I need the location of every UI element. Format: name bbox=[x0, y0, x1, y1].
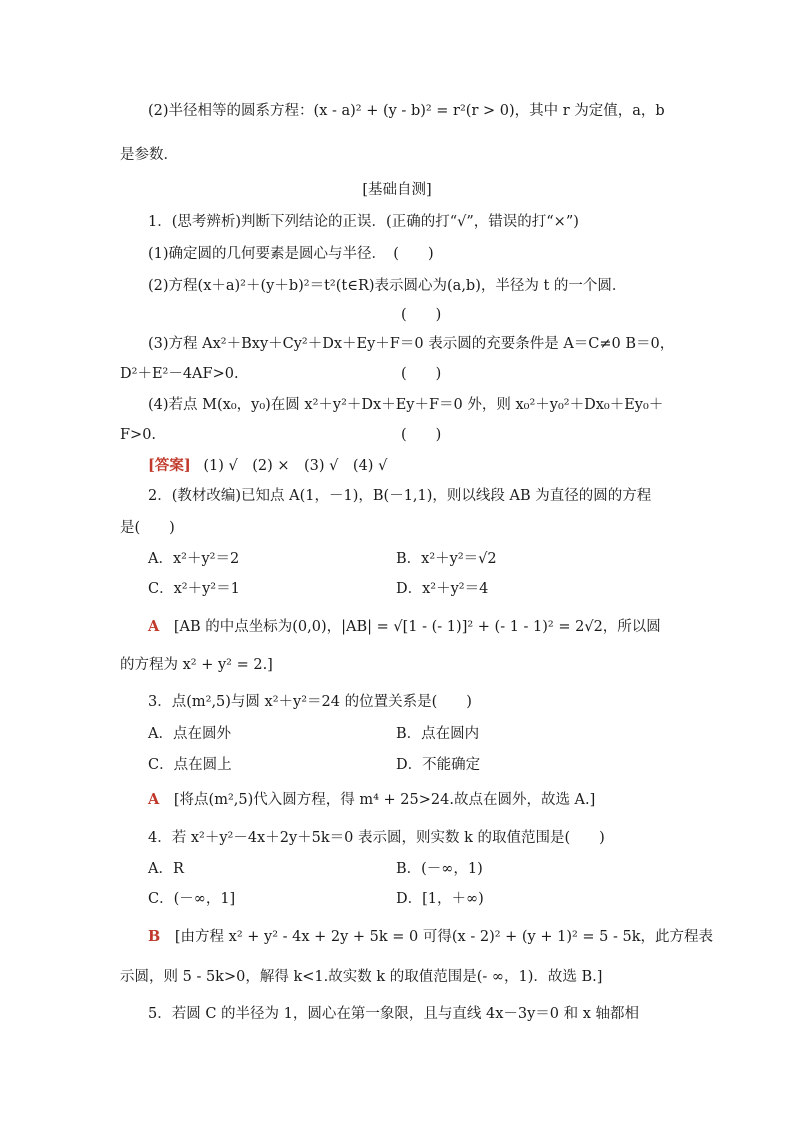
q4-solution-text: [由方程 x² + y² - 4x + 2y + 5k = 0 可得(x - 2)² + (y + 1)² = 5 - 5k，此方程表 bbox=[174, 929, 714, 945]
q3-stem: 3．点(m²,5)与圆 x²＋y²＝24 的位置关系是( ) bbox=[148, 694, 472, 710]
q3-option-b: B．点在圆内 bbox=[396, 726, 480, 742]
para-circle-family: (2)半径相等的圆系方程：(x - a)² + (y - b)² = r²(r > 0)，其中 r 为定值，a，b bbox=[148, 103, 665, 119]
q1-item-3: (3)方程 Ax²＋Bxy＋Cy²＋Dx＋Ey＋F＝0 表示圆的充要条件是 A＝C≠0 B＝0， bbox=[148, 336, 675, 352]
q4-option-d: D．[1，＋∞) bbox=[396, 891, 484, 907]
q3-solution-text: [将点(m²,5)代入圆方程，得 m⁴ + 25>24.故点在圆外，故选 A.] bbox=[173, 792, 596, 808]
q3-answer-letter: A bbox=[148, 791, 160, 808]
q1-answer-row bbox=[148, 456, 387, 476]
q4-options-row2 bbox=[148, 889, 794, 909]
q2-solution-text: [AB 的中点坐标为(0,0)，|AB| = √[1 - (- 1)]² + (- 1 - 1)² = 2√2，所以圆 bbox=[173, 619, 661, 635]
q4-options-row1 bbox=[148, 859, 794, 879]
q1-item-1: (1)确定圆的几何要素是圆心与半径． ( ) bbox=[148, 246, 434, 262]
q1-item-3-cont: D²＋E²－4AF>0. bbox=[120, 366, 239, 382]
q1-item-3-bracket: ( ) bbox=[401, 366, 442, 382]
q4-solution-cont: 示圆，则 5 - 5k>0，解得 k<1.故实数 k 的取值范围是(- ∞，1)．故选 B.] bbox=[120, 969, 603, 985]
q2-stem-cont: 是( ) bbox=[120, 520, 175, 536]
section-title: [基础自测] bbox=[362, 182, 432, 198]
q1-item-4: (4)若点 M(x₀，y₀)在圆 x²＋y²＋Dx＋Ey＋F＝0 外，则 x₀²＋y₀²＋Dx₀＋Ey₀＋ bbox=[148, 397, 664, 413]
q2-option-b: B．x²＋y²＝√2 bbox=[396, 551, 497, 567]
answer-label: [答案] bbox=[148, 457, 191, 474]
q1-stem: 1．(思考辨析)判断下列结论的正误．(正确的打“√”，错误的打“×”) bbox=[148, 214, 579, 230]
q4-solution bbox=[148, 927, 713, 947]
q3-option-c: C．点在圆上 bbox=[148, 757, 232, 773]
q3-option-d: D．不能确定 bbox=[396, 757, 481, 773]
q2-options-row1 bbox=[148, 549, 794, 569]
q4-option-a: A．R bbox=[148, 861, 184, 877]
q3-option-a: A．点在圆外 bbox=[148, 726, 231, 742]
q2-answer-letter: A bbox=[148, 618, 160, 635]
q2-option-c: C．x²＋y²＝1 bbox=[148, 581, 240, 597]
q1-item-4-bracket: ( ) bbox=[401, 427, 442, 443]
q1-answer: (1) √ (2) × (3) √ (4) √ bbox=[203, 458, 388, 474]
q1-item-2-bracket: ( ) bbox=[401, 307, 442, 323]
q4-option-c: C．(－∞，1] bbox=[148, 891, 236, 907]
q4-option-b: B．(－∞，1) bbox=[396, 861, 483, 877]
q1-item-2: (2)方程(x＋a)²＋(y＋b)²＝t²(t∈R)表示圆心为(a,b)，半径为 t 的一个圆． bbox=[148, 278, 627, 294]
q2-solution-cont: 的方程为 x² + y² = 2.] bbox=[120, 657, 273, 673]
q4-stem: 4．若 x²＋y²－4x＋2y＋5k＝0 表示圆，则实数 k 的取值范围是( ) bbox=[148, 830, 605, 846]
q2-stem: 2．(教材改编)已知点 A(1，－1)，B(－1,1)，则以线段 AB 为直径的圆的方程 bbox=[148, 488, 652, 504]
q5-stem: 5．若圆 C 的半径为 1，圆心在第一象限，且与直线 4x－3y＝0 和 x 轴都相 bbox=[148, 1006, 640, 1022]
q2-option-d: D．x²＋y²＝4 bbox=[396, 581, 489, 597]
para-circle-family-cont: 是参数． bbox=[120, 147, 178, 163]
q2-solution bbox=[148, 617, 661, 637]
q3-options-row1 bbox=[148, 724, 794, 744]
q2-options-row2 bbox=[148, 579, 794, 599]
q1-item-4-cont: F>0. bbox=[120, 427, 157, 443]
q3-solution bbox=[148, 790, 595, 810]
q4-answer-letter: B bbox=[148, 928, 161, 945]
q3-options-row2 bbox=[148, 755, 794, 775]
q2-option-a: A．x²＋y²＝2 bbox=[148, 551, 240, 567]
